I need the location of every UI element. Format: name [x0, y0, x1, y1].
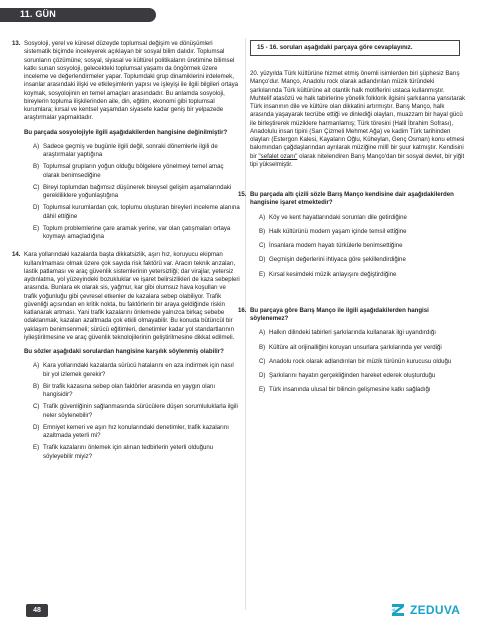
option-a[interactable]: A) Halkın dilindeki tabirleri şarkılarında kullanarak ilgi uyandırdığı: [259, 329, 436, 337]
option-c[interactable]: C) Bireyi toplumdan bağımsız düşünerek bireysel gelişim aşamalarındaki gerekliliklere yoğunlaştığına: [33, 183, 232, 199]
passage-tail: olarak nitelendiren Barış Manço'dan bir sosyal devlet, bir yiğit tipi yükselmiştir.: [250, 152, 465, 168]
option-c[interactable]: C) Anadolu rock olarak adlandırılan bir müzik türünün kurucusu olduğu: [259, 357, 452, 365]
question-13: [12, 40, 240, 241]
question-prompt: Bu parçada altı çizili sözle Barış Manço kendisine dair aşağıdakilerden hangisine işaret etmektedir?: [250, 191, 454, 207]
option-d[interactable]: D) Toplumsal kurumlardan çok, toplumu oluşturan bireyleri inceleme alanına dâhil ettiğine: [33, 204, 240, 220]
option-b[interactable]: B) Halk kültürünü modern yaşam içinde temsil ettiğine: [259, 227, 407, 235]
option-b[interactable]: B) Kültüre ait orijinalliğini koruyan unsurlara şarkılarında yer verdiği: [259, 343, 442, 351]
left-column: [12, 40, 240, 461]
option-a[interactable]: A) Sadece geçmiş ve bugünle ilgili değil, sonraki dönemlerle ilgili de araştırmalar yaptığına: [33, 142, 218, 158]
reading-passage: [250, 70, 466, 169]
option-a[interactable]: A) Kara yollarındaki kazalarda sürücü hatalarını en aza indirmek için nasıl bir yol izlemek gerekir?: [33, 362, 234, 378]
option-d[interactable]: D) Emniyet kemeri ve aşırı hız konularındaki denetimler, trafik kazalarını azaltmada yeterli mi?: [33, 423, 229, 439]
column-divider: [245, 38, 246, 610]
passage-instruction: 15 - 16. soruları aşağıdaki parçaya göre cevaplayınız.: [257, 44, 413, 51]
question-number: 13.: [12, 40, 21, 47]
option-e[interactable]: E) Trafik kazalarını önlemek için alınan tedbirlerin yeterli olduğunu söyleyebilir miyiz?: [33, 444, 214, 460]
question-14: [12, 251, 240, 461]
option-e[interactable]: E) Türk insanında ulusal bir bilincin gelişmesine katkı sağladığı: [259, 386, 431, 394]
question-prompt: Bu sözler aşağıdaki sorulardan hangisine karşılık söylenmiş olabilir?: [24, 348, 224, 355]
option-b[interactable]: B) Bir trafik kazasına sebep olan faktörler arasında en yaygın olanı hangisidir?: [33, 382, 216, 398]
day-title-banner: [0, 8, 156, 22]
option-c[interactable]: C) Trafik güvenliğinin sağlanmasında sürücülere düşen sorumluluklarla ilgili neler söylenebilir?: [33, 403, 238, 419]
underlined-phrase: "sefalet ozanı": [258, 152, 298, 160]
question-15: [238, 191, 466, 279]
passage-number: 20.: [250, 70, 259, 77]
option-d[interactable]: D) Geçmişin değerlerini ihtiyaca göre şekillendirdiğine: [259, 256, 406, 264]
passage-instruction-box: [250, 40, 460, 56]
option-b[interactable]: B) Toplumsal grupların yoğun olduğu bölgelere yönelmeyi temel amaç olarak benimsediğine: [33, 163, 224, 179]
option-e[interactable]: E) Toplum problemlerine çare aramak yerine, var olan çatışmaları ortaya koymayı amaçladığına: [33, 224, 231, 240]
question-prompt: Bu parçaya göre Barış Manço ile ilgili aşağıdakilerden hangisi söylenemez?: [250, 306, 429, 322]
header: [0, 0, 480, 22]
page-number: 48: [26, 604, 48, 617]
question-number: 16.: [238, 306, 247, 314]
question-prompt: Bu parçada sosyolojiyle ilgili aşağıdakilerden hangisine değinilmiştir?: [24, 128, 228, 136]
option-d[interactable]: D) Şarkılarını hayatın gerçekliğinden hareket ederek oluşturduğu: [259, 372, 436, 379]
day-title: 11. GÜN: [20, 9, 56, 19]
option-c[interactable]: C) İnsanlara modern hayatı türkülerle benimsettiğine: [259, 242, 403, 249]
zeduva-logo-icon: [390, 602, 406, 618]
brand-name: ZEDUVA: [410, 603, 461, 617]
question-text: Kara yollarındaki kazalarda başta dikkatsizlik, aşırı hız, koruyucu ekipman kullanılmaması olmak üzere çok sayıda risk faktörü var. Aracın teknik arızaları, lastik patlaması ve araç güvenlik sistemlerinin yetersizliği; dar virajlar, yetersiz aydınlatma, yol yüzeyindeki bozukluklar ve işaret belirsizlikleri de kaza sebepleri arasında. Bunlara ek olarak sis, yağmur, kar gibi olumsuz hava koşulları ve trafik yoğunluğu gibi çevresel etkenler de kazalara sebep olabiliyor. Trafik güvenliği açısından en kritik nokta, bu faktörlerin bir araya geldiğinde riskin katlanarak artması. Yani trafik kazalarını önlemede yalnızca birkaç sebebe odaklanmak, kazaları azaltmada çok etkili olmayabilir. Bu konuda bütüncül bir yaklaşım benimsenmeli; sürücü eğitimleri, denetimler kadar yol standartlarının iyileştirilmesine ve araç güvenlik teknolojilerinin geliştirilmesine dikkat edilmeli.: [24, 251, 240, 341]
question-16: [238, 306, 466, 395]
brand-logo: [390, 600, 460, 620]
option-a[interactable]: A) Köy ve kent hayatlarındaki sorunları dile getirdiğine: [259, 213, 407, 221]
question-number: 15.: [238, 191, 247, 198]
question-text: Sosyoloji, yerel ve küresel düzeyde toplumsal değişim ve dönüşümleri sistematik biçimde inceleyerek açıklayan bir sosyal bilim dalıdır. Toplumsal sorunların çözümüne; sosyal, siyasal ve kültürel politikaların üretimine bilimsel katkı sunan sosyoloji, gelecekteki toplumsal yaşamı da öngörmek üzere inceleme ve değerlendirmeler yapar. Toplumdaki grup dinamiklerini irdelemek, insanlar arasındaki ilişki ve etkileşimlerin yapısı ve işleyişi ile ilgili bilgileri ortaya koymak, sosyolojinin en temel amaçları arasındadır. Bu anlamda sosyoloji, bireylerin topluma ilişkilerinden aile, din, eğitim, ekonomi gibi toplumsal kurumlara; kırsal ve kentsel yaşamdan siyasete kadar geniş bir yelpazede araştırmalar yapmaktadır.: [24, 40, 239, 122]
right-column: [238, 40, 466, 395]
question-number: 14.: [12, 251, 21, 259]
option-e[interactable]: E) Kırsal kesimdeki müzik anlayışını değiştirdiğine: [259, 270, 397, 278]
passage-text: yüzyılda Türk kültürüne hizmet etmiş önemli isimlerden biri şüphesiz Barış Manço'dur. Manço, Anadolu rock olarak adlandırılan müzik türündeki şarkılarında Türk kültürüne ait otantik halk motiflerini ustaca kullanmıştır. Muhtelif atasözü ve halk tabirlerine yönelik folklorik ilgisini şarkılarına yansıtarak Türk insanının dile ve kültüre olan dikkatini artırmıştır. Barış Manço, halk arasında yaşayarak tecrübe ettiği ve dinlediği olayları, muazzam bir hayal gücü ile birleştirerek müziklere harmanlamış; Türk töresini (Halil İbrahim Sofrası), Anadolulu insan tipini (Sarı Çizmeli Mehmet Ağa) ve kadim Türk tarihinden olayları (Estergon Kalesi, Kayaların Oğlu, Küheylan, Genç Osman) konu etmesi bakımından çağdaşlarından ayrılarak müziğine millî bir şuur katmıştır. Kendisini bir: [250, 70, 466, 160]
